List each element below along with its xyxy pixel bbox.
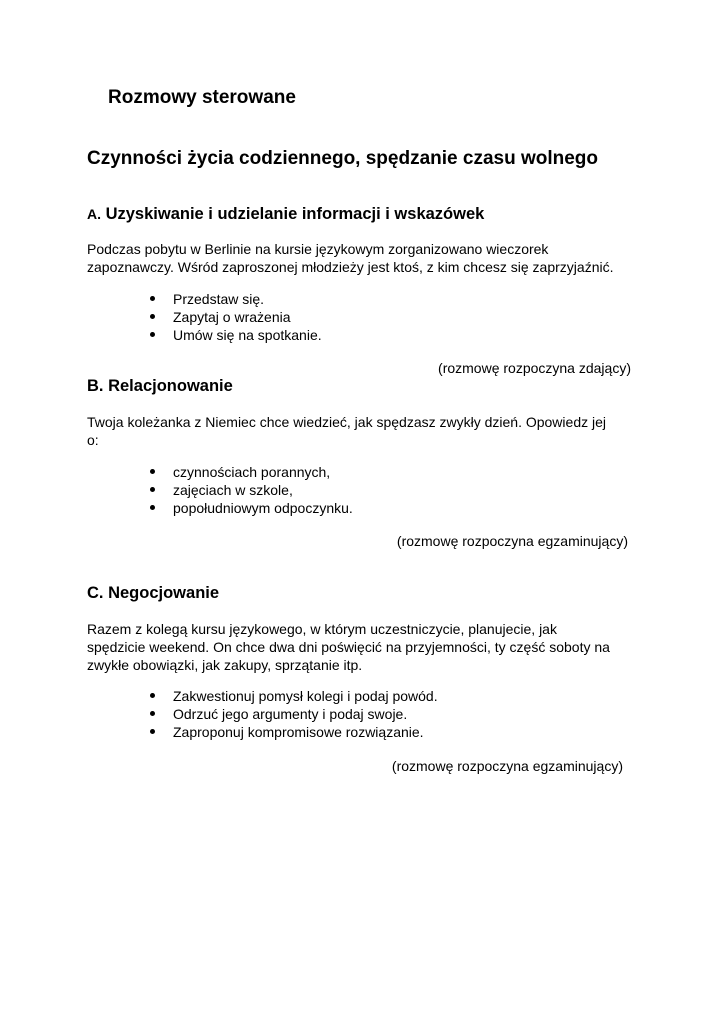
list-item [150, 463, 353, 481]
bullet-icon [150, 487, 155, 492]
section-b-title: Relacjonowanie [108, 377, 233, 395]
list-item-text: Zakwestionuj pomysł kolegi i podaj powód. [173, 688, 438, 704]
section-a-note: (rozmowę rozpoczyna zdający) [438, 360, 631, 376]
bullet-icon [150, 505, 155, 510]
section-a-paragraph-line: zapoznawczy. Wśród zaproszonej młodzieży jest ktoś, z kim chcesz się zaprzyjaźnić. [87, 259, 614, 275]
section-b-letter: B. [87, 377, 104, 395]
section-c-paragraph-line: Razem z kolegą kursu językowego, w którym uczestniczycie, planujecie, jak [87, 621, 557, 637]
page-subtitle: Czynności życia codziennego, spędzanie czasu wolnego [87, 148, 599, 169]
list-item [150, 481, 353, 499]
list-item-text: czynnościach porannych, [173, 464, 331, 480]
section-a-letter: A. [87, 206, 101, 222]
list-item [150, 499, 353, 517]
section-b-paragraph-line: o: [87, 432, 99, 448]
section-c-title: Negocjowanie [108, 584, 220, 602]
section-c-note: (rozmowę rozpoczyna egzaminujący) [391, 758, 623, 774]
list-item-text: zajęciach w szkole, [173, 482, 293, 498]
section-a-paragraph [87, 240, 647, 276]
bullet-icon [150, 332, 155, 337]
section-c-bullet-list [150, 687, 438, 741]
bullet-icon [150, 693, 155, 698]
list-item [150, 308, 322, 326]
bullet-icon [150, 729, 155, 734]
list-item-text: Przedstaw się. [173, 291, 265, 307]
page-title: Rozmowy sterowane [108, 87, 296, 108]
section-b-bullet-list [150, 463, 353, 517]
list-item-text: popołudniowym odpoczynku. [173, 500, 353, 516]
section-c-paragraph-line: spędzicie weekend. On chce dwa dni poświęcić na przyjemności, ty część soboty na [87, 639, 610, 655]
list-item [150, 687, 438, 705]
section-b-paragraph-line: Twoja koleżanka z Niemiec chce wiedzieć, jak spędzasz zwykły dzień. Opowiedz jej [87, 414, 606, 430]
section-a-heading [87, 205, 484, 224]
section-a-title: Uzyskiwanie i udzielanie informacji i wskazówek [105, 205, 485, 223]
section-a-bullet-list [150, 290, 322, 344]
bullet-icon [150, 296, 155, 301]
section-c-paragraph [87, 620, 647, 674]
section-c-letter: C. [87, 584, 104, 602]
list-item-text: Umów się na spotkanie. [173, 327, 322, 343]
list-item [150, 723, 438, 741]
list-item-text: Odrzuć jego argumenty i podaj swoje. [173, 706, 408, 722]
section-b-paragraph [87, 413, 647, 449]
section-a-paragraph-line: Podczas pobytu w Berlinie na kursie językowym zorganizowano wieczorek [87, 241, 549, 257]
list-item [150, 290, 322, 308]
bullet-icon [150, 711, 155, 716]
list-item [150, 326, 322, 344]
list-item-text: Zapytaj o wrażenia [173, 309, 291, 325]
section-c-heading [87, 584, 219, 603]
section-b-heading [87, 377, 233, 396]
bullet-icon [150, 469, 155, 474]
section-b-note: (rozmowę rozpoczyna egzaminujący) [396, 533, 628, 549]
list-item [150, 705, 438, 723]
section-c-paragraph-line: zwykłe obowiązki, jak zakupy, sprzątanie itp. [87, 657, 363, 673]
list-item-text: Zaproponuj kompromisowe rozwiązanie. [173, 724, 424, 740]
bullet-icon [150, 314, 155, 319]
